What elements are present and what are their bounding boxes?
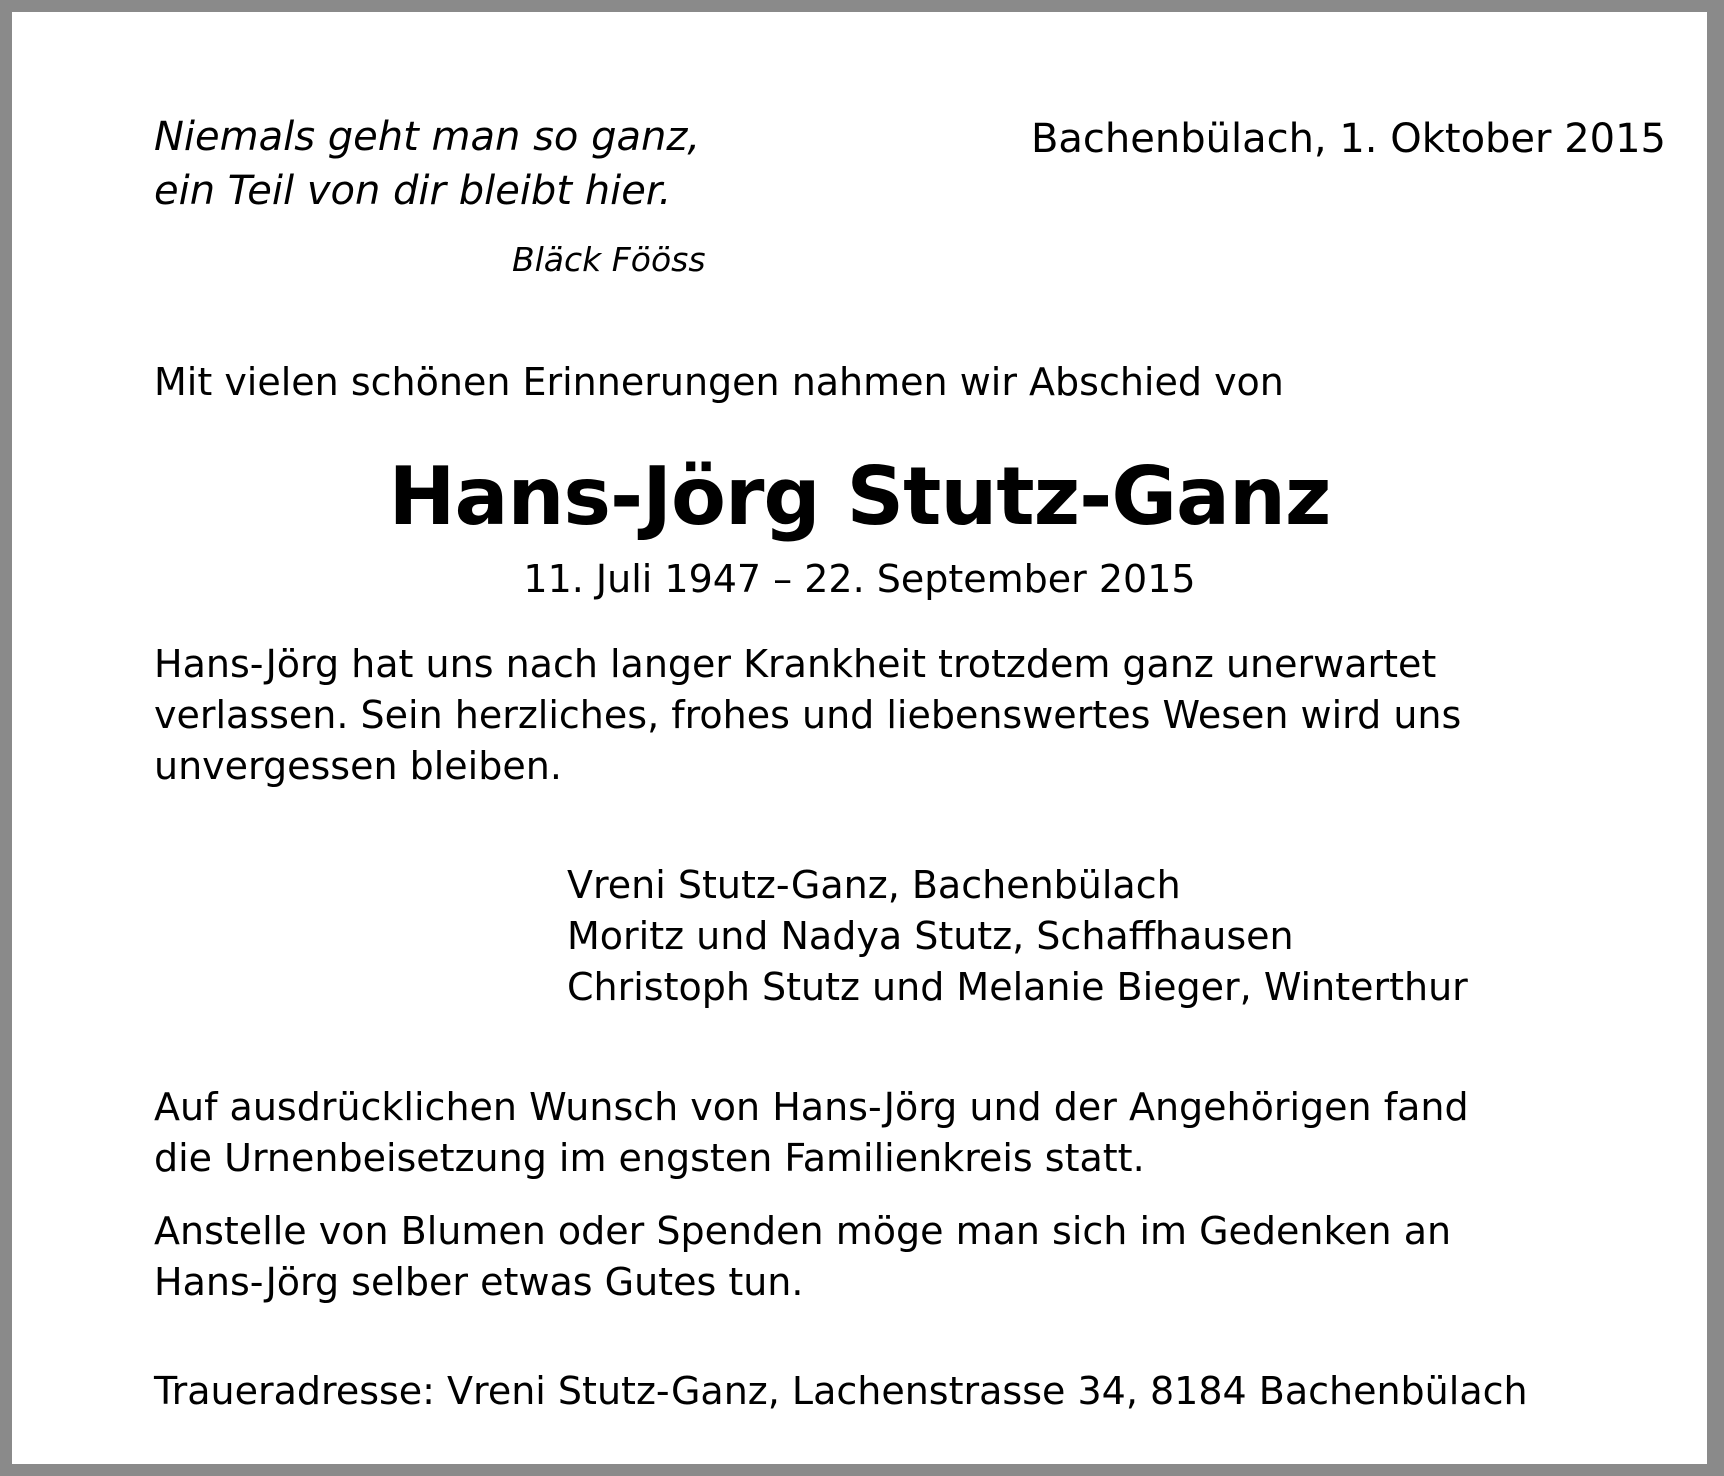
life-dates: 11. Juli 1947 – 22. September 2015 xyxy=(523,557,1196,601)
mourner-3: Christoph Stutz und Melanie Bieger, Winterthur xyxy=(567,965,1468,1009)
burial-note-line-2: die Urnenbeisetzung im engsten Familienkreis statt. xyxy=(154,1136,1145,1180)
donation-note-line-1: Anstelle von Blumen oder Spenden möge man sich im Gedenken an xyxy=(154,1209,1452,1253)
donation-note-line-2: Hans-Jörg selber etwas Gutes tun. xyxy=(154,1260,804,1304)
mourner-1: Vreni Stutz-Ganz, Bachenbülach xyxy=(567,863,1181,907)
message-line-3: unvergessen bleiben. xyxy=(154,744,562,788)
message-line-2: verlassen. Sein herzliches, frohes und liebenswertes Wesen wird uns xyxy=(154,693,1462,737)
place-date: Bachenbülach, 1. Oktober 2015 xyxy=(1030,116,1666,162)
quote-line-1: Niemals geht man so ganz, xyxy=(154,114,701,160)
message-line-1: Hans-Jörg hat uns nach langer Krankheit trotzdem ganz unerwartet xyxy=(154,642,1437,686)
deceased-name: Hans-Jörg Stutz-Ganz xyxy=(388,450,1331,543)
burial-note-line-1: Auf ausdrücklichen Wunsch von Hans-Jörg und der Angehörigen fand xyxy=(154,1085,1469,1129)
intro-text: Mit vielen schönen Erinnerungen nahmen wir Abschied von xyxy=(154,360,1284,404)
obituary-notice xyxy=(12,12,1707,1464)
quote-source: Bläck Fööss xyxy=(512,240,706,279)
mourner-2: Moritz und Nadya Stutz, Schaffhausen xyxy=(567,914,1294,958)
quote-line-2: ein Teil von dir bleibt hier. xyxy=(154,168,672,214)
mourning-address: Traueradresse: Vreni Stutz-Ganz, Lachenstrasse 34, 8184 Bachenbülach xyxy=(154,1369,1528,1413)
